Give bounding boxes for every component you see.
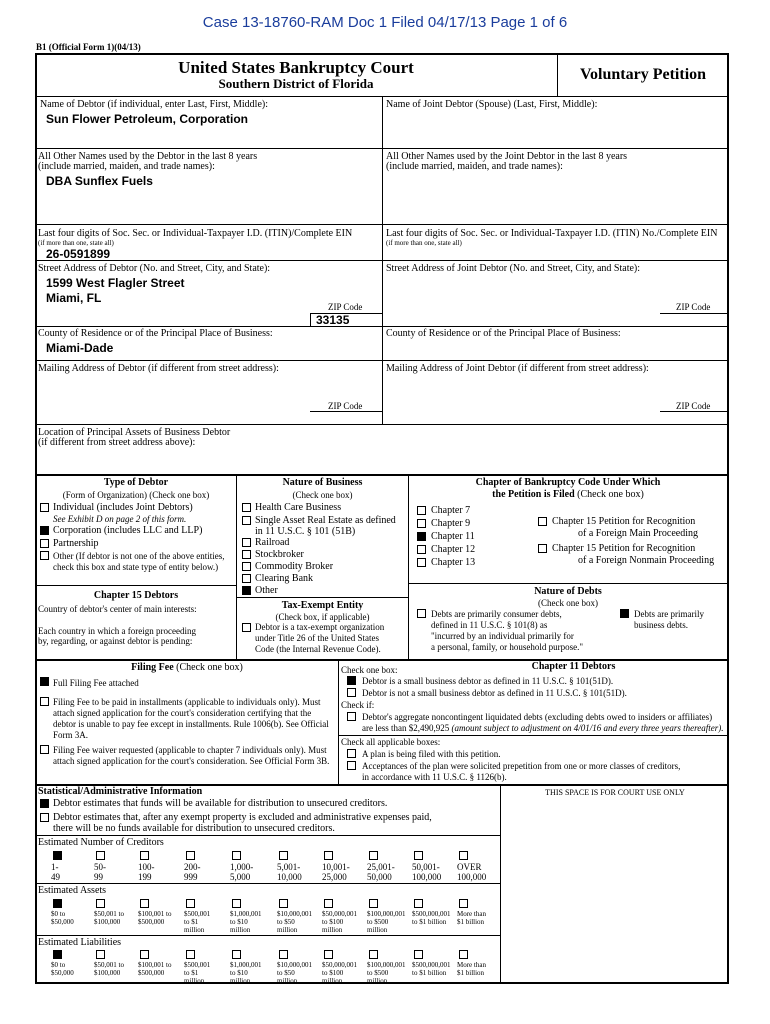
clearing-label: Clearing Bank <box>255 573 314 584</box>
plan-filed-label: A plan is being filed with this petition. <box>362 749 501 759</box>
joint-other-names-label: All Other Names used by the Joint Debtor in the last 8 years <box>386 151 628 162</box>
clearing-checkbox[interactable] <box>242 574 251 583</box>
assets-option-3-checkbox[interactable] <box>140 899 149 908</box>
ch7-checkbox[interactable] <box>417 506 426 515</box>
creditors-option-4-label: 999 <box>184 872 198 882</box>
creditors-option-5-label: 5,000 <box>230 872 251 882</box>
liabilities-option-6-label: to $50 <box>277 969 295 977</box>
funds-available-label: Debtor estimates that funds will be available for distribution to unsecured creditors. <box>53 798 388 809</box>
ch15-nonmain-label-1: Chapter 15 Petition for Recognition <box>552 543 696 554</box>
liabilities-option-7-label: $50,000,001 <box>322 961 357 969</box>
commodity-checkbox[interactable] <box>242 562 251 571</box>
debtor-mailing-zip-label: ZIP Code <box>328 401 363 411</box>
liabilities-option-8-label: $100,000,001 <box>367 961 406 969</box>
creditors-option-9-checkbox[interactable] <box>414 851 423 860</box>
liabilities-option-10-label: $1 billion <box>457 969 485 977</box>
creditors-option-1-label: 1- <box>51 862 59 872</box>
liabilities-options <box>0 948 500 985</box>
court-use-divider <box>500 785 501 983</box>
creditors-options <box>0 849 500 883</box>
liabilities-option-4-label: to $1 <box>184 969 199 977</box>
creditors-option-8-label: 25,001- <box>367 862 395 872</box>
tax-exempt-checkbox[interactable] <box>242 623 251 632</box>
stockbroker-checkbox[interactable] <box>242 550 251 559</box>
rule-street <box>36 326 728 327</box>
creditors-title: Estimated Number of Creditors <box>38 837 164 848</box>
assets-option-2-checkbox[interactable] <box>96 899 105 908</box>
health-checkbox[interactable] <box>242 503 251 512</box>
liabilities-option-6-checkbox[interactable] <box>279 950 288 959</box>
assets-option-9-checkbox[interactable] <box>414 899 423 908</box>
railroad-label: Railroad <box>255 537 290 548</box>
assets-option-5-label: to $10 <box>230 918 248 926</box>
joint-street-label: Street Address of Joint Debtor (No. and Street, City, and State): <box>386 263 641 274</box>
chapter-code-check: (Check one box) <box>577 489 644 500</box>
business-debts-2: business debts. <box>634 620 688 630</box>
other-entity-label-2: check this box and state type of entity below.) <box>53 562 219 572</box>
assets-option-6-label: million <box>277 926 298 934</box>
assets-option-7-label: $50,000,001 <box>322 910 357 918</box>
ch11-checkbox[interactable] <box>417 532 426 541</box>
case-header: Case 13-18760-RAM Doc 1 Filed 04/17/13 Page 1 of 6 <box>202 14 568 31</box>
joint-name-label: Name of Joint Debtor (Spouse) (Last, First, Middle): <box>386 99 598 110</box>
aggregate-debts-1: Debtor's aggregate noncontingent liquidated debts (excluding debts owed to insiders or affiliates) <box>362 712 713 722</box>
assets-option-6-label: to $50 <box>277 918 295 926</box>
liabilities-option-5-checkbox[interactable] <box>232 950 241 959</box>
petition-title: Voluntary Petition <box>579 66 707 83</box>
acceptances-1: Acceptances of the plan were solicited prepetition from one or more classes of creditors, <box>362 761 681 771</box>
debtor-county-label: County of Residence or of the Principal Place of Business: <box>38 328 273 339</box>
liabilities-option-5-label: million <box>230 977 251 985</box>
other-business-checkbox[interactable] <box>242 586 251 595</box>
liabilities-title: Estimated Liabilities <box>38 937 122 948</box>
creditors-option-3-label: 100- <box>138 862 155 872</box>
rule-other-names <box>36 224 728 225</box>
debtor-name-label: Name of Debtor (if individual, enter Last, First, Middle): <box>40 99 269 110</box>
fee-waiver-1: Filing Fee waiver requested (applicable to chapter 7 individuals only). Must <box>53 745 327 755</box>
small-business-label: Debtor is a small business debtor as defined in 11 U.S.C. § 101(51D). <box>362 676 614 686</box>
small-business-checkbox[interactable] <box>347 676 356 685</box>
liabilities-option-7-checkbox[interactable] <box>324 950 333 959</box>
type-of-debtor-title: Type of Debtor <box>103 477 169 488</box>
rule-tax-exempt <box>237 597 408 598</box>
creditors-option-7-label: 25,000 <box>322 872 347 882</box>
debtor-name: Sun Flower Petroleum, Corporation <box>46 112 249 126</box>
funds-available-checkbox[interactable] <box>40 799 49 808</box>
liabilities-option-1-label: $50,000 <box>51 969 74 977</box>
nature-debts-subtitle: (Check one box) <box>538 598 598 608</box>
assets-option-5-checkbox[interactable] <box>232 899 241 908</box>
single-asset-checkbox[interactable] <box>242 516 251 525</box>
creditors-option-3-checkbox[interactable] <box>140 851 149 860</box>
fee-full-label: Full Filing Fee attached <box>53 678 139 688</box>
assets-option-3-label: $500,000 <box>138 918 165 926</box>
aggregate-debts-2: are less than $2,490,925 <box>362 723 450 733</box>
debtor-street-label: Street Address of Debtor (No. and Street, City, and State): <box>38 263 271 274</box>
creditors-option-9-label: 100,000 <box>412 872 442 882</box>
rule-mailing <box>36 424 728 425</box>
creditors-option-1-checkbox[interactable] <box>53 851 62 860</box>
joint-mailing-zip-label: ZIP Code <box>676 401 711 411</box>
location-label-2: (if different from street address above): <box>38 437 196 448</box>
assets-option-6-label: $10,000,001 <box>277 910 312 918</box>
nature-business-title: Nature of Business <box>282 477 363 488</box>
no-funds-2: there will be no funds available for distribution to unsecured creditors. <box>53 823 335 834</box>
liabilities-option-4-label: million <box>184 977 205 985</box>
creditors-option-2-label: 50- <box>94 862 106 872</box>
assets-option-6-checkbox[interactable] <box>279 899 288 908</box>
liabilities-option-9-label: $500,000,001 <box>412 961 451 969</box>
debtor-county: Miami-Dade <box>46 341 114 355</box>
creditors-option-9-label: 50,001- <box>412 862 440 872</box>
liabilities-option-3-checkbox[interactable] <box>140 950 149 959</box>
creditors-option-10-checkbox[interactable] <box>459 851 468 860</box>
debtor-zip: 33135 <box>316 313 350 327</box>
debtor-ein-label: Last four digits of Soc. Sec. or Individual-Taxpayer I.D. (ITIN)/Complete EIN <box>38 228 353 239</box>
creditors-option-5-label: 1,000- <box>230 862 254 872</box>
chapter-code-title-1: Chapter of Bankruptcy Code Under Which <box>475 477 661 488</box>
liabilities-option-3-label: $100,001 to <box>138 961 172 969</box>
liabilities-option-8-label: million <box>367 977 388 985</box>
nature-business-subtitle: (Check one box) <box>292 490 353 500</box>
ch11-label: Chapter 11 <box>431 531 475 542</box>
rule-location <box>35 474 729 476</box>
health-label: Health Care Business <box>255 502 342 513</box>
consumer-debts-3: "incurred by an individual primarily for <box>431 631 574 641</box>
consumer-debts-1: Debts are primarily consumer debts, <box>431 609 562 619</box>
railroad-checkbox[interactable] <box>242 538 251 547</box>
fee-installments-checkbox[interactable] <box>40 697 49 706</box>
creditors-option-8-label: 50,000 <box>367 872 392 882</box>
statistical-title: Statistical/Administrative Information <box>38 786 203 797</box>
fee-waiver-checkbox[interactable] <box>40 745 49 754</box>
no-funds-checkbox[interactable] <box>40 813 49 822</box>
ch9-label: Chapter 9 <box>431 518 471 529</box>
creditors-option-1-label: 49 <box>51 872 60 882</box>
chapter15-country-label: Country of debtor's center of main interests: <box>38 604 197 614</box>
ch11-check-one: Check one box: <box>341 665 398 675</box>
acceptances-2: in accordance with 11 U.S.C. § 1126(b). <box>362 772 507 782</box>
rule-ch11-a <box>339 735 727 736</box>
creditors-option-6-label: 5,001- <box>277 862 301 872</box>
assets-option-1-label: $50,000 <box>51 918 74 926</box>
liabilities-option-10-checkbox[interactable] <box>459 950 468 959</box>
assets-option-2-label: $50,001 to <box>94 910 124 918</box>
assets-option-4-label: million <box>184 926 205 934</box>
chapter-code-title-2: the Petition is Filed <box>492 489 575 500</box>
individual-label: Individual (includes Joint Debtors) <box>53 502 193 513</box>
assets-option-2-label: $100,000 <box>94 918 121 926</box>
assets-option-10-label: More than <box>457 910 486 918</box>
ch15-nonmain-label-2: of a Foreign Nonmain Proceeding <box>578 555 715 566</box>
ch11-check-if: Check if: <box>341 700 375 710</box>
debtor-other-names-label: All Other Names used by the Debtor in the last 8 years <box>38 151 258 162</box>
ch13-checkbox[interactable] <box>417 558 426 567</box>
creditors-option-2-checkbox[interactable] <box>96 851 105 860</box>
acceptances-checkbox[interactable] <box>347 761 356 770</box>
assets-option-8-label: million <box>367 926 388 934</box>
consumer-debts-4: a personal, family, or household purpose." <box>431 642 584 652</box>
frame-top <box>35 53 729 55</box>
location-label-1: Location of Principal Assets of Business Debtor <box>38 427 231 438</box>
liabilities-option-8-checkbox[interactable] <box>369 950 378 959</box>
rule-ein <box>36 260 728 261</box>
rule-creditors <box>36 835 500 836</box>
creditors-option-7-label: 10,001- <box>322 862 350 872</box>
assets-option-10-label: $1 billion <box>457 918 485 926</box>
other-business-label: Other <box>255 585 278 596</box>
court-title: United States Bankruptcy Court <box>178 58 414 77</box>
business-debts-checkbox[interactable] <box>620 609 629 618</box>
joint-ein-label: Last four digits of Soc. Sec. or Individual-Taxpayer I.D. (ITIN) No./Complete EIN <box>386 228 718 239</box>
assets-option-9-label: to $1 billion <box>412 918 447 926</box>
plan-filed-checkbox[interactable] <box>347 749 356 758</box>
liabilities-option-10-label: More than <box>457 961 486 969</box>
creditors-option-8-checkbox[interactable] <box>369 851 378 860</box>
liabilities-option-7-label: to $100 <box>322 969 344 977</box>
liabilities-option-8-label: to $500 <box>367 969 389 977</box>
col-divider-1 <box>236 475 237 660</box>
rule-names <box>36 148 728 149</box>
assets-option-7-label: to $100 <box>322 918 344 926</box>
chapter-code-title-2-row <box>409 489 727 501</box>
debtor-mailing-label: Mailing Address of Debtor (if different from street address): <box>38 363 279 374</box>
zip-box-left <box>310 313 311 326</box>
liabilities-option-7-label: million <box>322 977 343 985</box>
fee-ch11-divider <box>338 660 339 784</box>
stockbroker-label: Stockbroker <box>255 549 304 560</box>
liabilities-option-9-label: to $1 billion <box>412 969 447 977</box>
liabilities-option-3-label: $500,000 <box>138 969 165 977</box>
fee-full-checkbox[interactable] <box>40 677 49 686</box>
filing-fee-title: Filing Fee <box>131 662 174 673</box>
assets-option-7-label: million <box>322 926 343 934</box>
individual-checkbox[interactable] <box>40 503 49 512</box>
rule-ch15 <box>36 585 236 586</box>
liabilities-option-5-label: $1,000,001 <box>230 961 262 969</box>
assets-options <box>0 897 500 935</box>
assets-option-5-label: million <box>230 926 251 934</box>
business-debts-1: Debts are primarily <box>634 609 704 619</box>
assets-title: Estimated Assets <box>38 885 107 896</box>
creditors-option-10-label: 100,000 <box>457 872 487 882</box>
liabilities-option-2-label: $100,000 <box>94 969 121 977</box>
no-funds-1: Debtor estimates that, after any exempt property is excluded and administrative expenses paid, <box>53 812 432 823</box>
tax-exempt-subtitle: (Check box, if applicable) <box>275 612 370 622</box>
ch12-label: Chapter 12 <box>431 544 476 555</box>
creditors-option-2-label: 99 <box>94 872 103 882</box>
not-small-business-label: Debtor is not a small business debtor as defined in 11 U.S.C. § 101(51D). <box>362 688 627 698</box>
partnership-label: Partnership <box>53 538 99 549</box>
partnership-checkbox[interactable] <box>40 539 49 548</box>
debtor-ein: 26-0591899 <box>46 247 111 261</box>
assets-option-4-label: to $1 <box>184 918 199 926</box>
tax-exempt-line-1: Debtor is a tax-exempt organization <box>255 622 385 632</box>
frame-right <box>727 53 729 983</box>
fee-installments-2: attach signed application for the court's consideration certifying that the <box>53 708 312 718</box>
creditors-option-4-label: 200- <box>184 862 201 872</box>
assets-option-4-label: $500,001 <box>184 910 211 918</box>
ch15-nonmain-checkbox[interactable] <box>538 544 547 553</box>
fee-waiver-2: attach signed application for the court's consideration. See Official Form 3B. <box>53 756 330 766</box>
creditors-option-10-label: OVER <box>457 862 482 872</box>
single-asset-label-1: Single Asset Real Estate as defined <box>255 515 396 526</box>
ch11-debtors-title: Chapter 11 Debtors <box>531 661 616 672</box>
debtor-street-2: Miami, FL <box>46 291 102 305</box>
court-use-label: THIS SPACE IS FOR COURT USE ONLY <box>545 788 685 797</box>
tax-exempt-line-2: under Title 26 of the United States <box>255 633 379 643</box>
district: Southern District of Florida <box>218 76 374 91</box>
single-asset-label-2: in 11 U.S.C. § 101 (51B) <box>255 526 356 537</box>
creditors-option-6-label: 10,000 <box>277 872 302 882</box>
liabilities-option-9-checkbox[interactable] <box>414 950 423 959</box>
joint-ein-note: (if more than one, state all) <box>386 239 462 247</box>
aggregate-debts-2-note: (amount subject to adjustment on 4/01/16 and every three years thereafter). <box>451 723 724 733</box>
joint-other-names-label-2: (include married, maiden, and trade names): <box>386 161 563 172</box>
liabilities-option-1-label: $0 to <box>51 961 66 969</box>
debtor-zip-label: ZIP Code <box>328 302 363 312</box>
type-of-debtor-subtitle: (Form of Organization) (Check one box) <box>62 490 210 500</box>
assets-option-8-label: to $500 <box>367 918 389 926</box>
liabilities-option-6-label: $10,000,001 <box>277 961 312 969</box>
assets-option-4-checkbox[interactable] <box>186 899 195 908</box>
assets-option-1-label: $0 to <box>51 910 66 918</box>
joint-zip-rule <box>660 313 728 314</box>
ch7-label: Chapter 7 <box>431 505 471 516</box>
ch9-checkbox[interactable] <box>417 519 426 528</box>
joint-mailing-label: Mailing Address of Joint Debtor (if different from street address): <box>386 363 649 374</box>
not-small-business-checkbox[interactable] <box>347 688 356 697</box>
ch15-main-label-2: of a Foreign Main Proceeding <box>578 528 698 539</box>
debtor-street-1: 1599 West Flagler Street <box>46 276 185 290</box>
ch15-main-checkbox[interactable] <box>538 517 547 526</box>
rule-assets <box>36 883 500 884</box>
chapter15-each-2: by, regarding, or against debtor is pending: <box>38 636 193 646</box>
fee-installments-1: Filing Fee to be paid in installments (applicable to individuals only). Must <box>53 697 321 707</box>
ch13-label: Chapter 13 <box>431 557 476 568</box>
tax-exempt-line-3: Code (the Internal Revenue Code). <box>255 644 381 654</box>
frame-left <box>35 53 37 983</box>
individual-note: See Exhibit D on page 2 of this form. <box>53 514 187 524</box>
debtor-ein-note: (if more than one, state all) <box>38 239 114 247</box>
consumer-debts-2: defined in 11 U.S.C. § 101(8) as <box>431 620 548 630</box>
other-entity-label-1: Other (If debtor is not one of the above entities, <box>53 551 225 561</box>
liabilities-option-1-checkbox[interactable] <box>53 950 62 959</box>
fee-installments-4: Form 3A. <box>53 730 89 740</box>
chapter15-title: Chapter 15 Debtors <box>93 590 179 601</box>
consumer-debts-checkbox[interactable] <box>417 609 426 618</box>
ch11-check-all: Check all applicable boxes: <box>341 737 441 747</box>
liabilities-option-2-label: $50,001 to <box>94 961 124 969</box>
mailing-zip-rule <box>310 411 382 412</box>
assets-option-5-label: $1,000,001 <box>230 910 262 918</box>
rule-county <box>36 360 728 361</box>
nature-debts-title: Nature of Debts <box>534 586 602 597</box>
assets-option-9-label: $500,000,001 <box>412 910 451 918</box>
creditors-option-5-checkbox[interactable] <box>232 851 241 860</box>
filing-fee-title-row <box>36 662 338 674</box>
col-divider-2 <box>408 475 409 660</box>
fee-installments-3: debtor is unable to pay fee except in installments. Rule 1006(b). See Official <box>53 719 329 729</box>
commodity-label: Commodity Broker <box>255 561 334 572</box>
corporation-label: Corporation (includes LLC and LLP) <box>53 525 203 536</box>
liabilities-option-4-checkbox[interactable] <box>186 950 195 959</box>
creditors-option-3-label: 199 <box>138 872 152 882</box>
liabilities-option-4-label: $500,001 <box>184 961 211 969</box>
debtor-other-names-label-2: (include married, maiden, and trade names): <box>38 161 215 172</box>
rule-nature-debts <box>409 583 727 584</box>
liabilities-option-2-checkbox[interactable] <box>96 950 105 959</box>
corporation-checkbox[interactable] <box>40 526 49 535</box>
rule-liabilities <box>36 935 500 936</box>
assets-option-7-checkbox[interactable] <box>324 899 333 908</box>
ch12-checkbox[interactable] <box>417 545 426 554</box>
creditors-option-7-checkbox[interactable] <box>324 851 333 860</box>
aggregate-debts-2-row <box>362 723 724 734</box>
ch15-main-label-1: Chapter 15 Petition for Recognition <box>552 516 696 527</box>
chapter15-each-1: Each country in which a foreign proceeding <box>38 626 196 636</box>
liabilities-option-5-label: to $10 <box>230 969 248 977</box>
creditors-option-6-checkbox[interactable] <box>279 851 288 860</box>
assets-option-10-checkbox[interactable] <box>459 899 468 908</box>
creditors-option-4-checkbox[interactable] <box>186 851 195 860</box>
joint-county-label: County of Residence or of the Principal Place of Business: <box>386 328 621 339</box>
liabilities-option-6-label: million <box>277 977 298 985</box>
assets-option-8-label: $100,000,001 <box>367 910 406 918</box>
filing-fee-check: (Check one box) <box>176 662 243 673</box>
form-id: B1 (Official Form 1)(04/13) <box>36 42 141 52</box>
joint-mailing-zip-rule <box>660 411 728 412</box>
assets-option-3-label: $100,001 to <box>138 910 172 918</box>
debtor-other-names: DBA Sunflex Fuels <box>46 174 153 188</box>
assets-option-8-checkbox[interactable] <box>369 899 378 908</box>
other-entity-checkbox[interactable] <box>40 551 49 560</box>
joint-zip-label: ZIP Code <box>676 302 711 312</box>
aggregate-debts-checkbox[interactable] <box>347 712 356 721</box>
tax-exempt-title: Tax-Exempt Entity <box>281 600 364 611</box>
assets-option-1-checkbox[interactable] <box>53 899 62 908</box>
